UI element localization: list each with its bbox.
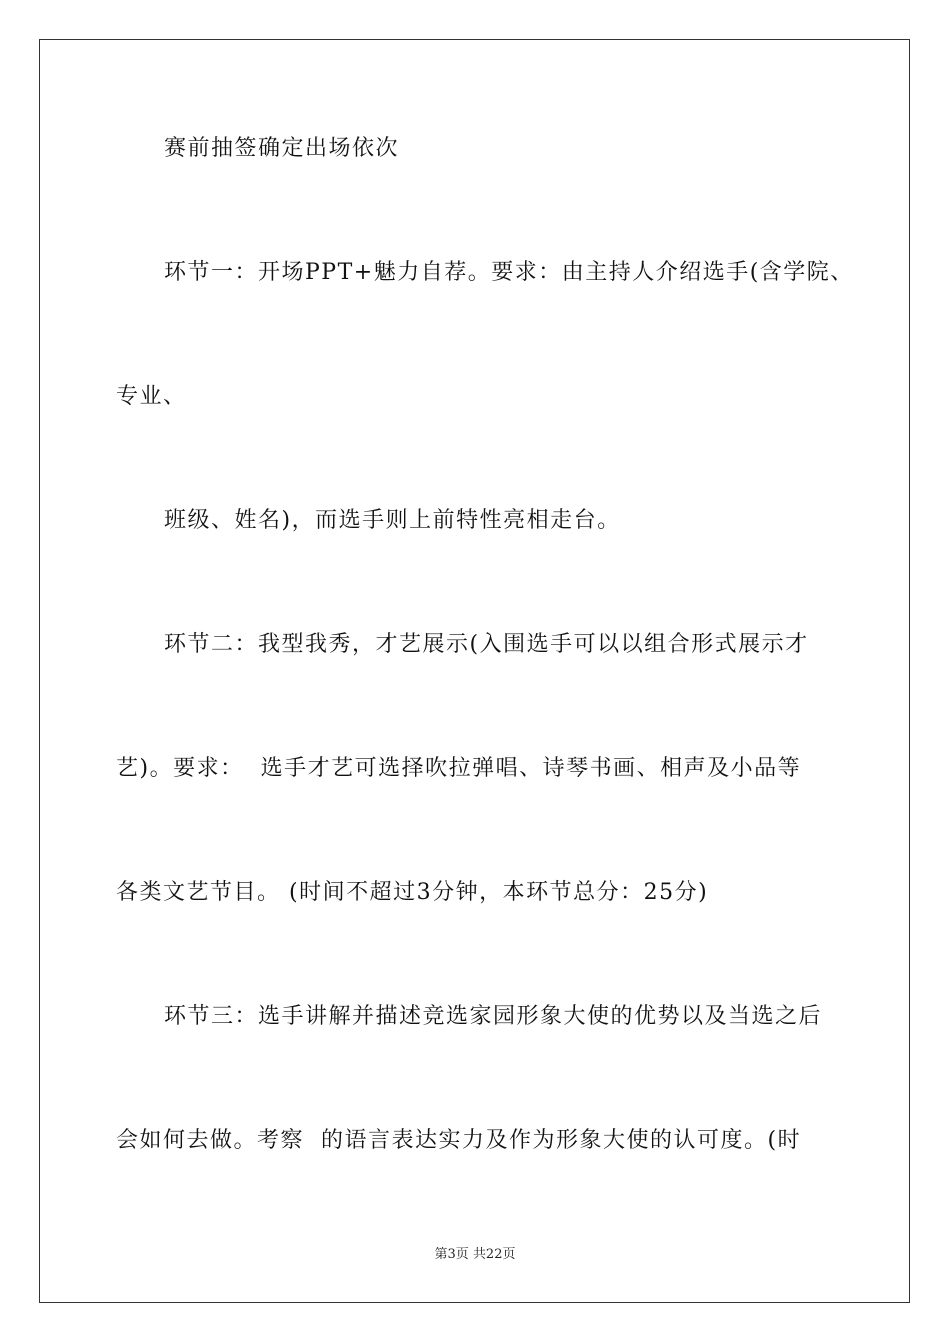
paragraph-line-5: 环节二：我型我秀，才艺展示(入围选手可以以组合形式展示才: [164, 632, 809, 657]
paragraph-line-1: 赛前抽签确定出场依次: [164, 136, 400, 161]
paragraph-line-4: 班级、姓名)，而选手则上前特性亮相走台。: [164, 508, 621, 533]
paragraph-line-9: 会如何去做。考察 的语言表达实力及作为形象大使的认可度。(时: [116, 1128, 802, 1153]
page-border: [39, 39, 910, 1303]
paragraph-line-8: 环节三：选手讲解并描述竞选家园形象大使的优势以及当选之后: [164, 1004, 823, 1029]
paragraph-line-3: 专业、: [116, 384, 187, 409]
paragraph-line-7: 各类文艺节目。 (时间不超过3分钟，本环节总分：25分): [116, 880, 709, 905]
page-number-footer: 第3页 共22页: [434, 1247, 516, 1262]
paragraph-line-2: 环节一：开场PPT+魅力自荐。要求：由主持人介绍选手(含学院、: [164, 260, 854, 285]
paragraph-line-6: 艺)。要求： 选手才艺可选择吹拉弹唱、诗琴书画、相声及小品等: [116, 756, 802, 781]
